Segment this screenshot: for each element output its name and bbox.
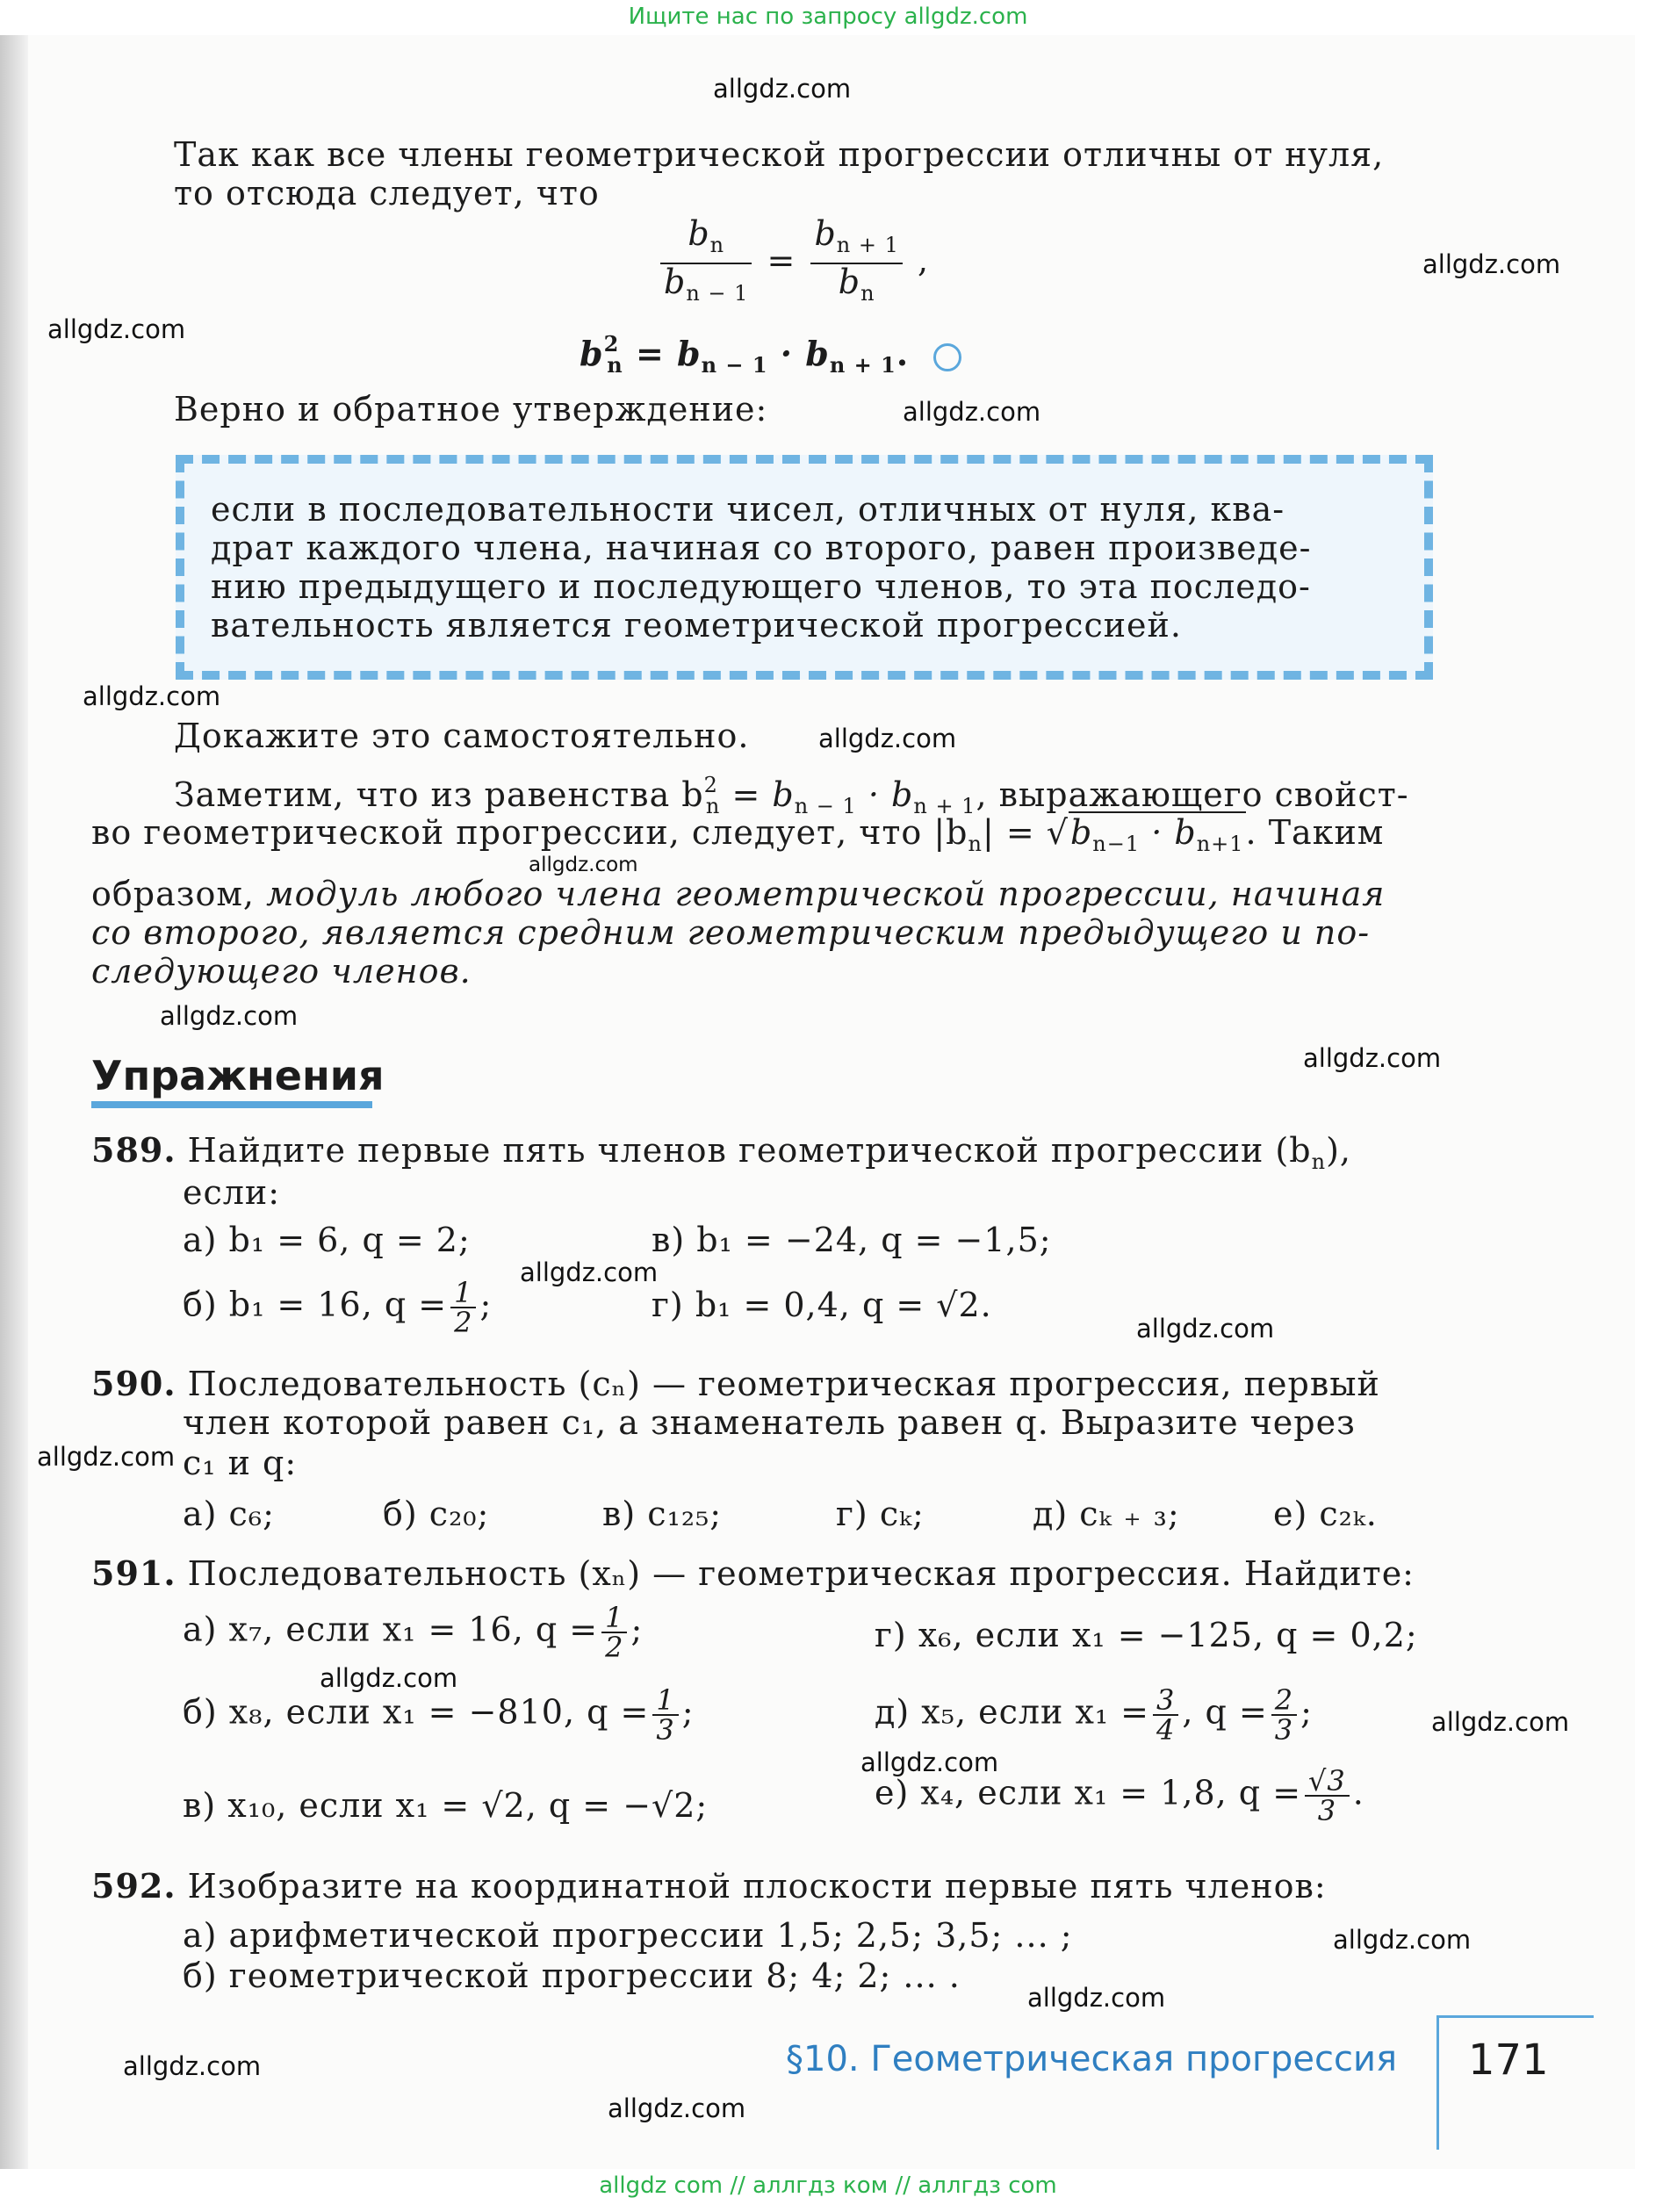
exercise-592: 592. Изобразите на координатной плоскости первые пять членов: [91, 1866, 1327, 1906]
watermark: allgdz.com [123, 2051, 262, 2081]
theorem-line: нию предыдущего и последующего членов, то эта последо- [211, 567, 1311, 606]
intro-line: то отсюда следует, что [174, 174, 600, 213]
exercise-590-item: в) c₁₂₅; [602, 1495, 723, 1533]
watermark: allgdz.com [1027, 1983, 1166, 2013]
fraction: $\frac{b_{n + 1}}{b_n}$ [810, 216, 902, 311]
top-banner[interactable]: Ищите нас по запросу allgdz.com [628, 4, 1028, 30]
watermark: allgdz.com [1136, 1314, 1275, 1344]
watermark: allgdz.com [903, 397, 1041, 427]
exercise-590-line: член которой равен c₁, а знаменатель равен q. Выразите через [183, 1403, 1356, 1442]
exercises-heading: Упражнения [91, 1052, 385, 1099]
ratio-formula: $\frac{b_n}{b_{n - 1}}$ = $\frac{b_{n + 1}}{b_n}$ , [657, 216, 929, 311]
watermark: allgdz.com [608, 2093, 746, 2123]
prove-instruction: Докажите это самостоятельно. [174, 717, 750, 755]
note-line: следующего членов. [91, 952, 472, 991]
page-number: 171 [1468, 2035, 1549, 2085]
theorem-line: вательность является геометрической прогрессией. [211, 606, 1182, 645]
exercise-590: 590. Последовательность (cₙ) — геометрическая прогрессия, первый [91, 1364, 1380, 1403]
exercise-590-item: б) c₂₀; [383, 1495, 490, 1533]
exercise-589-g: г) b₁ = 0,4, q = √2. [652, 1286, 992, 1324]
exercise-592-b: б) геометрической прогрессии 8; 4; 2; ... . [183, 1956, 961, 1995]
exercise-591-e: е) x₄, если x₁ = 1,8, q = $\frac{√3}{3}$ . [875, 1764, 1364, 1827]
exercise-590-line: c₁ и q: [183, 1444, 298, 1482]
exercise-589-v: в) b₁ = −24, q = −1,5; [652, 1221, 1052, 1259]
converse-statement: Верно и обратное утверждение: [174, 390, 768, 429]
square-formula: $b^2_n = b_{n - 1} \cdot b_{n + 1}$. [580, 325, 961, 385]
watermark: allgdz.com [83, 681, 221, 711]
exercise-591-v: в) x₁₀, если x₁ = √2, q = −√2; [183, 1786, 709, 1825]
exercise-589: 589. Найдите первые пять членов геометрической прогрессии $(b_n)$, [91, 1130, 1351, 1174]
page-fold-shadow [0, 35, 28, 2169]
exercise-591-d: д) x₅, если x₁ = $\frac{3}{4}$ , q = $\frac{2}{3}$ ; [875, 1683, 1313, 1747]
note-line: образом, модуль любого члена геометрической прогрессии, начиная [91, 875, 1386, 913]
end-of-proof-icon [933, 343, 961, 371]
exercise-590-item: е) c₂ₖ. [1273, 1495, 1378, 1533]
watermark: allgdz.com [160, 1001, 299, 1031]
note-line: во геометрической прогрессии, следует, что $|b_n| = √b_{n-1} \cdot b_{n+1}$. Таким [91, 813, 1385, 856]
bottom-banner[interactable]: allgdz com // аллгдз ком // аллгдз com [599, 2172, 1057, 2199]
exercise-590-item: г) cₖ; [836, 1495, 925, 1533]
note-line: Заметим, что из равенства $b^2_n = b_{n - 1} \cdot b_{n + 1}$, выражающего свойст- [174, 773, 1409, 818]
watermark: allgdz.com [37, 1442, 176, 1472]
watermark: allgdz.com [1333, 1925, 1472, 1955]
intro-line: Так как все члены геометрической прогрессии отличны от нуля, [174, 135, 1385, 174]
exercise-591: 591. Последовательность (xₙ) — геометрическая прогрессия. Найдите: [91, 1553, 1415, 1593]
theorem-line: если в последовательности чисел, отличных от нуля, ква- [211, 490, 1285, 529]
fraction: $\frac{b_n}{b_{n - 1}}$ [660, 216, 752, 311]
exercise-591-g: г) x₆, если x₁ = −125, q = 0,2; [875, 1616, 1418, 1654]
watermark: allgdz.com [320, 1663, 458, 1693]
note-line: со второго, является средним геометрическим предыдущего и по- [91, 913, 1371, 952]
watermark: allgdz.com [818, 724, 957, 753]
exercise-591-b: б) x₈, если x₁ = −810, q = $\frac{1}{3}$ ; [183, 1683, 695, 1747]
exercise-590-item: а) c₆; [183, 1495, 275, 1533]
watermark: allgdz.com [520, 1257, 659, 1287]
watermark: allgdz.com [1303, 1043, 1442, 1073]
watermark: allgdz.com [47, 314, 186, 344]
watermark: allgdz.com [860, 1747, 999, 1777]
theorem-line: драт каждого члена, начиная со второго, равен произведе- [211, 529, 1312, 567]
section-title: §10. Геометрическая прогрессия [786, 2039, 1398, 2079]
watermark: allgdz.com [1422, 249, 1561, 279]
watermark: allgdz.com [529, 854, 638, 876]
exercise-592-a: а) арифметической прогрессии 1,5; 2,5; 3,5; ... ; [183, 1916, 1073, 1955]
exercise-590-item: д) cₖ ₊ ₃; [1033, 1495, 1180, 1533]
exercise-589-a: а) b₁ = 6, q = 2; [183, 1221, 471, 1259]
heading-underline [91, 1101, 372, 1108]
watermark: allgdz.com [713, 74, 852, 104]
exercise-589-line: если: [183, 1173, 281, 1212]
exercise-589-b: б) b₁ = 16, q = $\frac{1}{2}$ ; [183, 1276, 493, 1339]
exercise-591-a: а) x₇, если x₁ = 16, q = $\frac{1}{2}$ ; [183, 1601, 644, 1664]
watermark: allgdz.com [1431, 1707, 1570, 1737]
